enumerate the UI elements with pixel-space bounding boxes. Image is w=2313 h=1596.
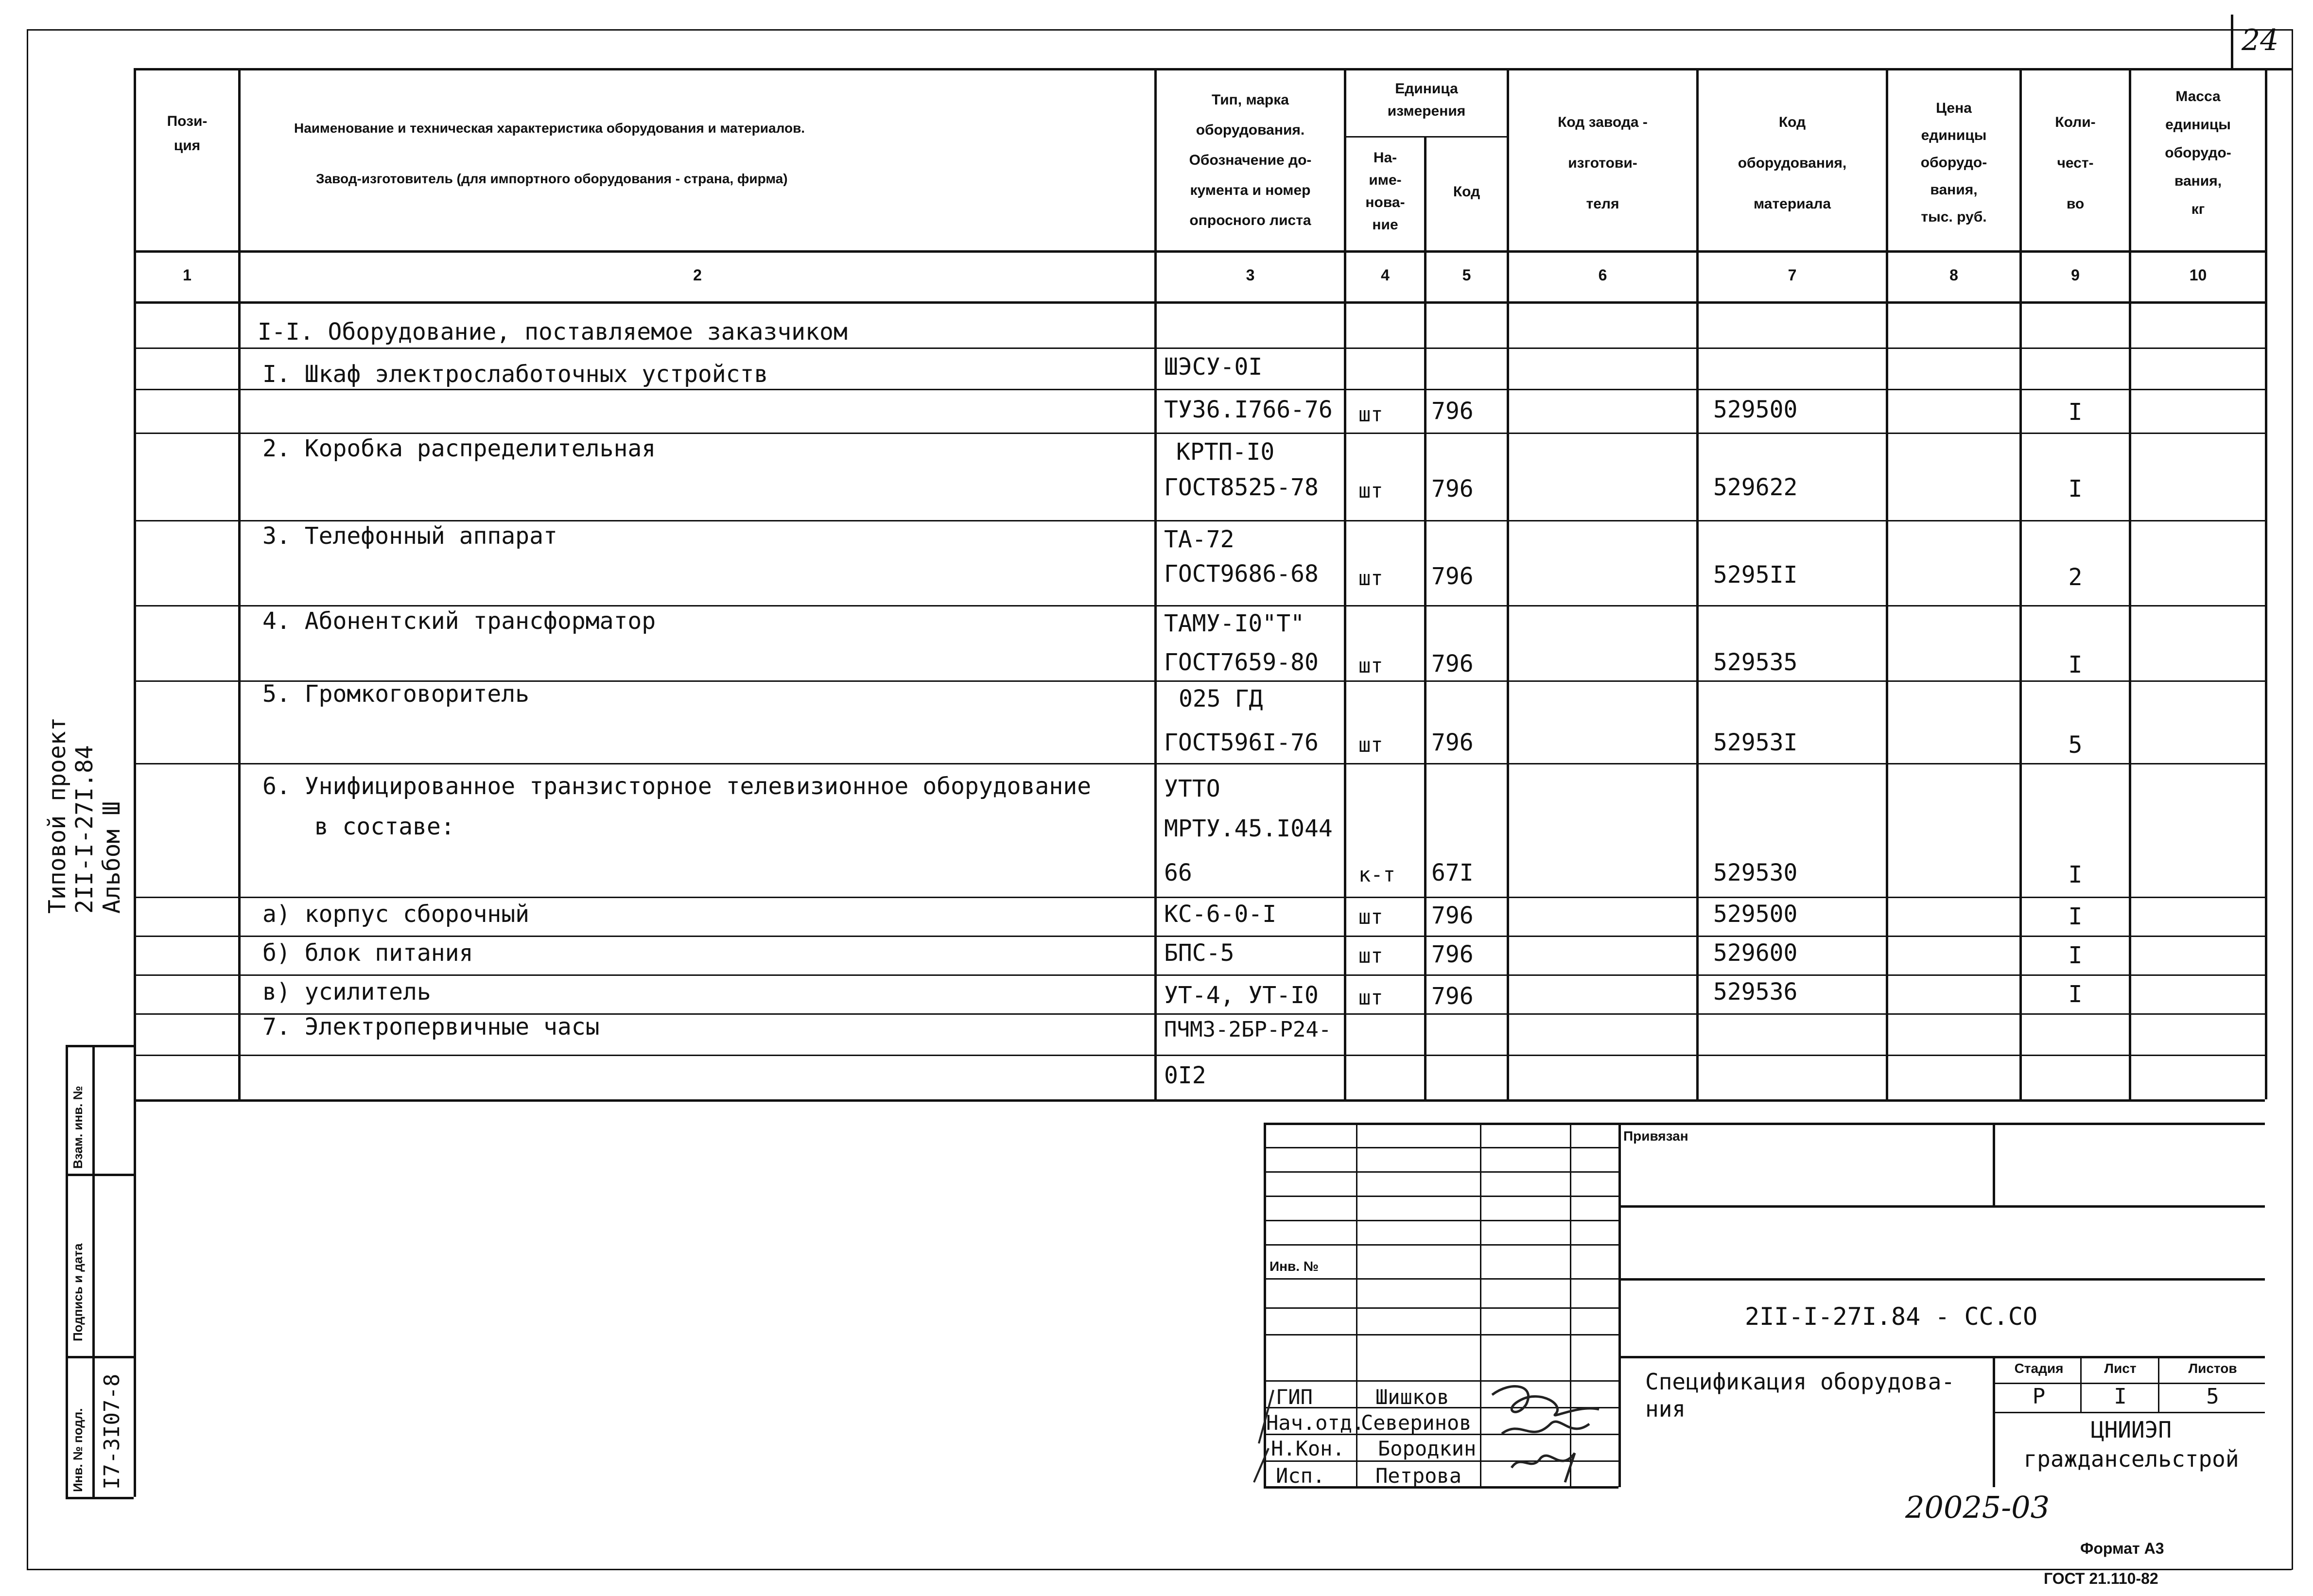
table-right bbox=[2265, 68, 2267, 1099]
side-stamp-divider bbox=[66, 1174, 134, 1176]
row-equip-code: 529536 bbox=[1713, 978, 1798, 1006]
table-left bbox=[134, 68, 136, 1099]
tb-stage-row bbox=[1993, 1412, 2265, 1413]
row-unit-code: 796 bbox=[1431, 650, 1474, 677]
row-unit-code: 796 bbox=[1431, 729, 1474, 756]
row-equip-code: 529530 bbox=[1713, 859, 1798, 886]
row-equip-code: 529622 bbox=[1713, 474, 1798, 501]
signer-name: Бородкин bbox=[1378, 1437, 1477, 1460]
colnum: 7 bbox=[1788, 266, 1797, 284]
row-equip-code: 5295II bbox=[1713, 561, 1798, 589]
row-qty: I bbox=[2068, 475, 2083, 503]
side-signature-label: Подпись и дата bbox=[70, 1243, 85, 1341]
signer-role: Н.Кон. bbox=[1271, 1437, 1345, 1460]
header-bottom bbox=[134, 250, 2265, 253]
row-name: в составе: bbox=[272, 813, 455, 840]
side-stamp-left bbox=[66, 1045, 68, 1497]
row-type: ГОСТ7659-80 bbox=[1164, 649, 1319, 676]
signer-role: Нач.отд. bbox=[1266, 1411, 1365, 1435]
row-divider bbox=[134, 763, 2265, 764]
tb-sign-row bbox=[1264, 1147, 1618, 1148]
colnum: 2 bbox=[693, 266, 702, 284]
row-unit-code: 796 bbox=[1431, 398, 1474, 425]
row-type: 66 bbox=[1164, 859, 1192, 886]
tb-divider bbox=[1618, 1205, 2265, 1208]
frame-left bbox=[27, 29, 28, 1570]
slash-mark bbox=[1254, 1390, 1273, 1482]
side-stamp-bottom bbox=[66, 1497, 134, 1499]
row-unit-code: 796 bbox=[1431, 902, 1474, 929]
header-plant-code: Код завода - изготови- теля bbox=[1558, 114, 1648, 212]
signature-stroke bbox=[1502, 1422, 1589, 1434]
signer-role: ГИП bbox=[1276, 1385, 1313, 1409]
tb-org-line1: ЦНИИЭП bbox=[2090, 1417, 2172, 1443]
tb-top bbox=[1264, 1123, 2265, 1125]
colnum: 8 bbox=[1949, 266, 1958, 284]
format-label: Формат А3 bbox=[2080, 1540, 2164, 1557]
tb-sign-row bbox=[1264, 1307, 1618, 1309]
tb-stage-value: Р bbox=[2032, 1384, 2046, 1409]
row-equip-code: 52953I bbox=[1713, 729, 1798, 756]
row-divider bbox=[134, 897, 2265, 898]
row-qty: I bbox=[2068, 942, 2083, 969]
side-stamp-mid bbox=[92, 1045, 95, 1497]
tb-sheet-value: I bbox=[2114, 1384, 2127, 1409]
tb-doc-code: 2II-I-27I.84 - СС.СО bbox=[1745, 1302, 2038, 1331]
tb-divider bbox=[1618, 1356, 2265, 1358]
row-unit-code: 796 bbox=[1431, 983, 1474, 1010]
table-top bbox=[134, 68, 2265, 70]
colnum: 4 bbox=[1381, 266, 1390, 284]
side-project-title bbox=[44, 717, 125, 914]
tb-privyazan-divider bbox=[1993, 1123, 1995, 1205]
row-name: б) блок питания bbox=[262, 939, 473, 967]
side-stamp-divider bbox=[66, 1356, 134, 1358]
row-type: УТ-4, УТ-I0 bbox=[1164, 982, 1319, 1009]
side-inv-podl-label: Инв. № подл. bbox=[70, 1408, 85, 1492]
signature-stroke bbox=[1492, 1387, 1599, 1416]
row-unit: шт bbox=[1358, 654, 1383, 677]
row-name: 2. Коробка распределительная bbox=[262, 435, 656, 462]
page-number: 24 bbox=[2242, 23, 2279, 57]
row-qty: 5 bbox=[2068, 731, 2083, 759]
colnum-bottom bbox=[134, 301, 2265, 304]
tb-sign-row bbox=[1264, 1171, 1618, 1173]
row-type: ТУ36.I766-76 bbox=[1164, 396, 1333, 423]
tb-sign-row bbox=[1264, 1220, 1618, 1221]
colnum: 10 bbox=[2189, 266, 2207, 284]
row-divider bbox=[134, 433, 2265, 434]
side-stamp-right bbox=[134, 1045, 136, 1497]
signer-name: Северинов bbox=[1361, 1411, 1472, 1435]
header-position: Пози- ция bbox=[167, 113, 208, 154]
header-unit-name: На- име- нова- ние bbox=[1365, 150, 1405, 233]
row-name: 6. Унифицированное транзисторное телевизионное оборудование bbox=[262, 773, 1092, 800]
tb-sign-row bbox=[1264, 1196, 1618, 1197]
tb-sign-row bbox=[1264, 1244, 1618, 1246]
row-divider bbox=[134, 1055, 2265, 1056]
signature-stroke bbox=[1512, 1453, 1575, 1482]
tb-stage-col bbox=[2158, 1356, 2159, 1412]
tb-inv-no: Инв. № bbox=[1270, 1259, 1319, 1274]
tb-stage-label: Стадия bbox=[2014, 1361, 2064, 1376]
tb-org-line2: граждансельстрой bbox=[2023, 1446, 2239, 1472]
row-equip-code: 529535 bbox=[1713, 649, 1798, 676]
tb-privyazan: Привязан bbox=[1623, 1128, 1688, 1144]
row-type: ГОСТ8525-78 bbox=[1164, 474, 1319, 501]
row-qty: I bbox=[2068, 861, 2083, 888]
tb-main-divider bbox=[1618, 1123, 1621, 1487]
tb-sheets-label: Листов bbox=[2188, 1361, 2237, 1376]
archive-number: 20025-03 bbox=[1905, 1490, 2050, 1525]
row-unit-code: 796 bbox=[1431, 475, 1474, 503]
header-quantity: Коли- чест- во bbox=[2055, 114, 2096, 212]
colnum: 1 bbox=[183, 266, 191, 284]
row-qty: I bbox=[2068, 903, 2083, 930]
side-project-line2: 2II-I-27I.84 bbox=[71, 745, 98, 914]
row-name: 7. Электропервичные часы bbox=[262, 1013, 600, 1041]
tb-sign-row bbox=[1264, 1334, 1618, 1336]
row-unit-code: 67I bbox=[1431, 859, 1474, 886]
row-name: а) корпус сборочный bbox=[262, 901, 530, 928]
row-type: 025 ГД bbox=[1179, 685, 1263, 712]
tb-doc-title: Спецификация оборудова- ния bbox=[1645, 1369, 1955, 1422]
frame-bottom bbox=[27, 1569, 2292, 1570]
gost-label: ГОСТ 21.110-82 bbox=[2044, 1570, 2158, 1587]
signatures bbox=[1482, 1375, 1609, 1487]
header-name-line1: Наименование и техническая характеристика оборудования и материалов. bbox=[294, 121, 805, 136]
row-name: 4. Абонентский трансформатор bbox=[262, 607, 656, 635]
row-unit: к-т bbox=[1358, 863, 1395, 886]
row-type: МРТУ.45.I044 bbox=[1164, 815, 1333, 842]
row-unit: шт bbox=[1358, 402, 1383, 426]
row-unit: шт bbox=[1358, 479, 1383, 503]
row-divider bbox=[134, 974, 2265, 976]
row-unit: шт bbox=[1358, 566, 1383, 590]
row-name: I. Шкаф электрослаботочных устройств bbox=[262, 361, 768, 388]
row-type: ПЧМЗ-2БР-Р24- bbox=[1164, 1017, 1332, 1042]
row-equip-code: 529500 bbox=[1713, 901, 1798, 928]
row-type: УТТО bbox=[1164, 775, 1220, 802]
row-unit: шт bbox=[1358, 944, 1383, 968]
row-unit: шт bbox=[1358, 733, 1383, 757]
row-type: КС-6-0-I bbox=[1164, 901, 1277, 928]
signer-slash-marks bbox=[1244, 1385, 1283, 1487]
row-unit-code: 796 bbox=[1431, 941, 1474, 968]
row-name: 3. Телефонный аппарат bbox=[262, 522, 557, 550]
row-divider bbox=[134, 520, 2265, 521]
signer-role: Исп. bbox=[1276, 1464, 1325, 1488]
rows-bottom bbox=[134, 1099, 2265, 1102]
tb-sign-col bbox=[1480, 1123, 1481, 1487]
row-type: ТА-72 bbox=[1164, 526, 1235, 553]
side-inv-podl-value: I7-3I07-8 bbox=[100, 1373, 124, 1490]
row-type: ТАМУ-I0"Т" bbox=[1164, 610, 1304, 637]
side-project-line1: Типовой проект bbox=[44, 717, 71, 914]
header-mass: Масса единицы оборудо- вания, кг bbox=[2165, 88, 2231, 217]
col-divider bbox=[238, 68, 241, 1099]
header-name-line2: Завод-изготовитель (для импортного оборудования - страна, фирма) bbox=[316, 171, 788, 186]
side-project-line3: Альбом Ш bbox=[98, 801, 125, 914]
row-type: ГОСТ596I-76 bbox=[1164, 729, 1319, 756]
row-type: 0I2 bbox=[1164, 1062, 1206, 1089]
row-unit-code: 796 bbox=[1431, 563, 1474, 590]
side-stamp-top bbox=[66, 1045, 134, 1047]
row-equip-code: 529500 bbox=[1713, 396, 1798, 423]
frame-top bbox=[27, 29, 2292, 31]
signer-name: Шишков bbox=[1375, 1385, 1449, 1409]
signer-name: Петрова bbox=[1375, 1464, 1462, 1488]
tb-sign-row bbox=[1264, 1278, 1618, 1280]
row-unit: шт bbox=[1358, 905, 1383, 929]
row-name: I-I. Оборудование, поставляемое заказчиком bbox=[258, 318, 848, 346]
row-equip-code: 529600 bbox=[1713, 939, 1798, 967]
colnum: 5 bbox=[1462, 266, 1471, 284]
page-number-box-left bbox=[2231, 15, 2233, 68]
row-divider bbox=[134, 605, 2265, 607]
row-type: ШЭСУ-0I bbox=[1164, 353, 1263, 381]
frame-right bbox=[2292, 29, 2293, 1570]
row-qty: I bbox=[2068, 651, 2083, 678]
colnum: 6 bbox=[1598, 266, 1607, 284]
header-equip-code: Код оборудования, материала bbox=[1738, 114, 1847, 212]
row-type: КРТП-I0 bbox=[1176, 438, 1275, 466]
row-divider bbox=[134, 347, 2265, 349]
row-divider bbox=[134, 936, 2265, 937]
row-type: БПС-5 bbox=[1164, 939, 1235, 967]
header-price: Цена единицы оборудо- вания, тыс. руб. bbox=[1920, 100, 1987, 225]
row-name: в) усилитель bbox=[262, 978, 431, 1006]
row-name: 5. Громкоговоритель bbox=[262, 680, 530, 708]
tb-sheet-label: Лист bbox=[2104, 1361, 2137, 1376]
tb-divider bbox=[1618, 1278, 2265, 1281]
colnum: 9 bbox=[2071, 266, 2080, 284]
tb-stage-divider bbox=[1993, 1356, 1995, 1487]
tb-stage-col bbox=[2080, 1356, 2082, 1412]
colnum: 3 bbox=[1246, 266, 1255, 284]
row-type: ГОСТ9686-68 bbox=[1164, 560, 1319, 588]
row-qty: I bbox=[2068, 399, 2083, 426]
side-vzam-label: Взам. инв. № bbox=[70, 1086, 85, 1169]
row-qty: 2 bbox=[2068, 564, 2083, 591]
row-unit: шт bbox=[1358, 986, 1383, 1009]
tb-sheets-value: 5 bbox=[2206, 1384, 2219, 1409]
header-type: Тип, марка оборудования. Обозначение до- кумента и номер опросного листа bbox=[1189, 92, 1312, 228]
row-divider bbox=[134, 389, 2265, 390]
row-qty: I bbox=[2068, 981, 2083, 1008]
header-unit-group: Единица измерения bbox=[1387, 81, 1466, 119]
header-unit-code: Код bbox=[1453, 184, 1480, 200]
unit-group-divider bbox=[1344, 136, 1507, 138]
